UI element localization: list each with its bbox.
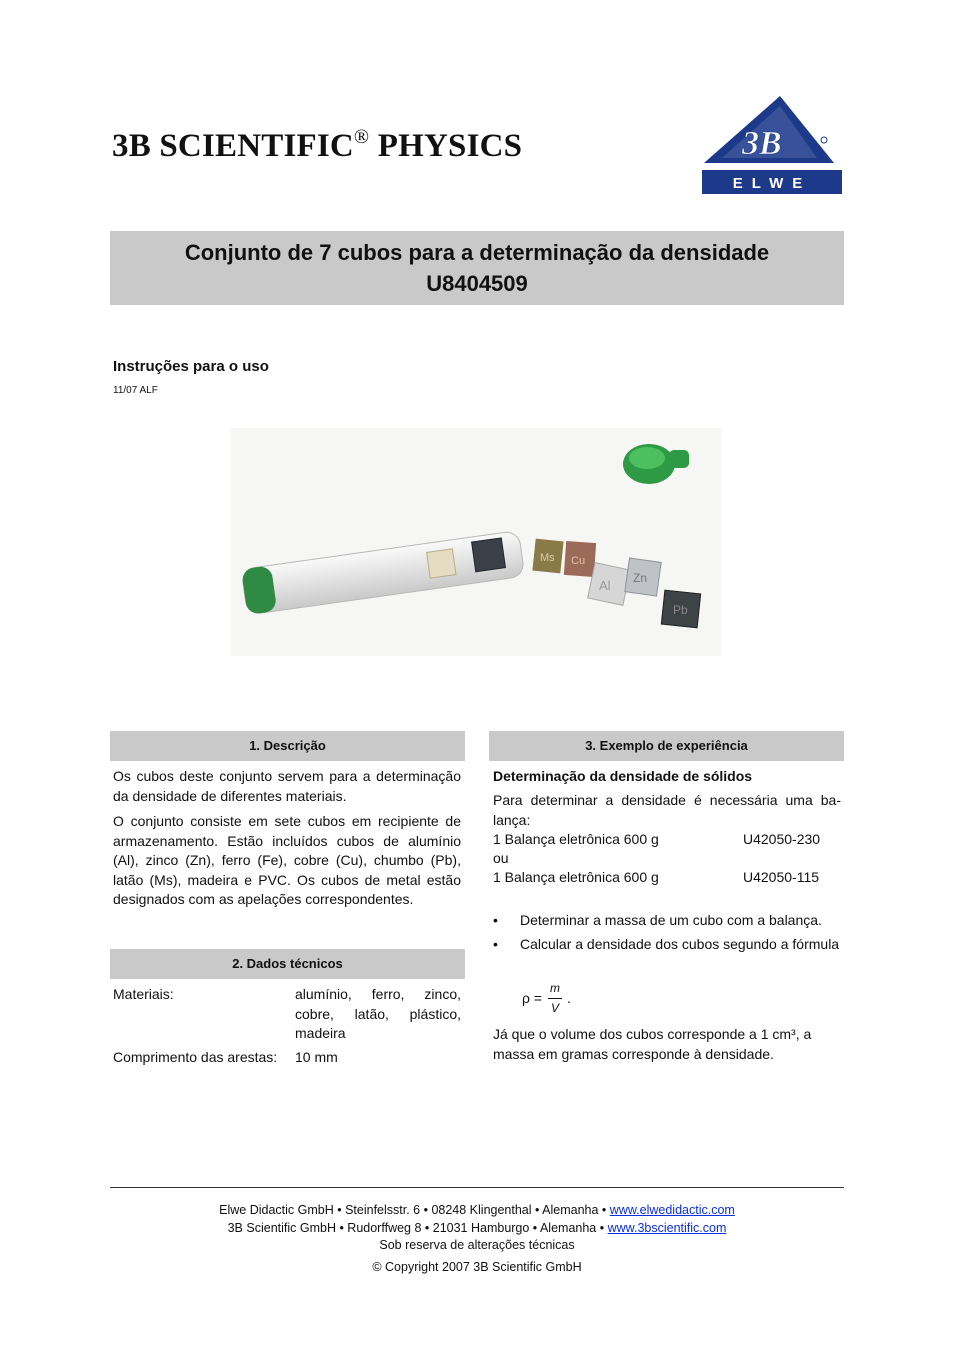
product-code: U8404509 — [426, 271, 528, 296]
section-3-body — [493, 767, 841, 1067]
footer-disclaimer: Sob reserva de alterações técnicas — [379, 1238, 575, 1252]
section-1-para-2: O conjunto consiste em sete cubos em recipiente de armazenamento. Estão incluídos cubos de alumínio (Al), zinco (Zn), ferro (Fe), cobre (Cu), chumbo (Pb), latão (Ms), madeira e PVC. Os cubos de metal estão designados com as apelações correspondentes. — [113, 813, 461, 907]
or-text: ou — [493, 850, 509, 866]
formula-numerator: m — [550, 981, 560, 995]
footer-address-1-text: Elwe Didactic GmbH • Steinfelsstr. 6 • 08248 Klingenthal • Alemanha • — [219, 1203, 610, 1217]
brand-main: 3B SCIENTIFIC — [112, 128, 354, 164]
bullet-icon: • — [493, 936, 498, 952]
bullet-icon: • — [493, 912, 498, 928]
density-formula — [522, 979, 642, 1019]
cube-label-pb: Pb — [673, 603, 688, 617]
cube-label-zn: Zn — [633, 571, 648, 585]
footer-address-2-text: 3B Scientific GmbH • Rudorffweg 8 • 21031 Hamburgo • Alemanha • — [227, 1221, 608, 1235]
document-title: Conjunto de 7 cubos para a determinação da densidade — [184, 240, 770, 265]
title-band — [110, 231, 844, 305]
section-3-header: 3. Exemplo de experiência — [489, 731, 844, 761]
tech-row-label: Comprimento das arestas: — [113, 1049, 278, 1065]
3b-website-link[interactable]: www.3bscientific.com — [607, 1221, 727, 1235]
brand-title — [112, 128, 522, 165]
formula-lhs: ρ = — [522, 990, 543, 1006]
registered-mark: ® — [353, 126, 370, 148]
section-3-closing: Já que o volume dos cubos corresponde a 1 cm³, a massa em gramas corresponde à densidade. — [493, 1026, 812, 1062]
cube-label-ms: Ms — [540, 552, 555, 564]
instructions-heading: Instruções para o uso — [113, 358, 269, 375]
section-1-para-1: Os cubos deste conjunto servem para a determinação da densidade de diferentes materiais. — [113, 768, 461, 804]
tech-row-value: alumínio, ferro, zinco, cobre, latão, plástico, madeira — [295, 986, 461, 1041]
section-2-header: 2. Dados técnicos — [110, 949, 465, 979]
elwe-website-link[interactable]: www.elwedidactic.com — [609, 1203, 735, 1217]
date-code: 11/07 ALF — [113, 385, 158, 396]
brand-suffix: PHYSICS — [369, 128, 523, 164]
equipment-code: U42050-115 — [743, 869, 820, 885]
formula-tail: . — [567, 990, 571, 1006]
equipment-code: U42050-230 — [743, 831, 821, 847]
cube-label-cu: Cu — [571, 555, 586, 567]
cube-label-al: Al — [599, 578, 611, 593]
tech-data-table — [113, 985, 461, 1085]
tech-row-label: Materiais: — [113, 986, 174, 1002]
logo-3b-text: 3B — [742, 125, 782, 162]
step-bullet: Calcular a densidade dos cubos segundo a fórmula — [520, 936, 840, 952]
tech-row-value: 10 mm — [295, 1049, 338, 1065]
formula-denominator: V — [550, 1001, 559, 1015]
section-3-intro: Para determinar a densidade é necessária uma ba-lança: — [493, 792, 841, 828]
logo-elwe-text: ELWE — [732, 175, 812, 192]
section-3-subhead: Determinação da densidade de sólidos — [493, 768, 753, 784]
equipment-name: 1 Balança eletrônica 600 g — [493, 869, 659, 885]
section-1-header: 1. Descrição — [110, 731, 465, 761]
footer-address-1 — [110, 1203, 844, 1217]
product-photo — [231, 428, 721, 656]
step-bullet: Determinar a massa de um cubo com a balança. — [520, 912, 822, 928]
section-1-body — [113, 767, 461, 916]
3b-elwe-logo — [702, 96, 842, 194]
footer-address-2 — [110, 1221, 844, 1235]
footer-divider — [110, 1187, 844, 1188]
footer-copyright: © Copyright 2007 3B Scientific GmbH — [372, 1260, 582, 1274]
equipment-name: 1 Balança eletrônica 600 g — [493, 831, 659, 847]
